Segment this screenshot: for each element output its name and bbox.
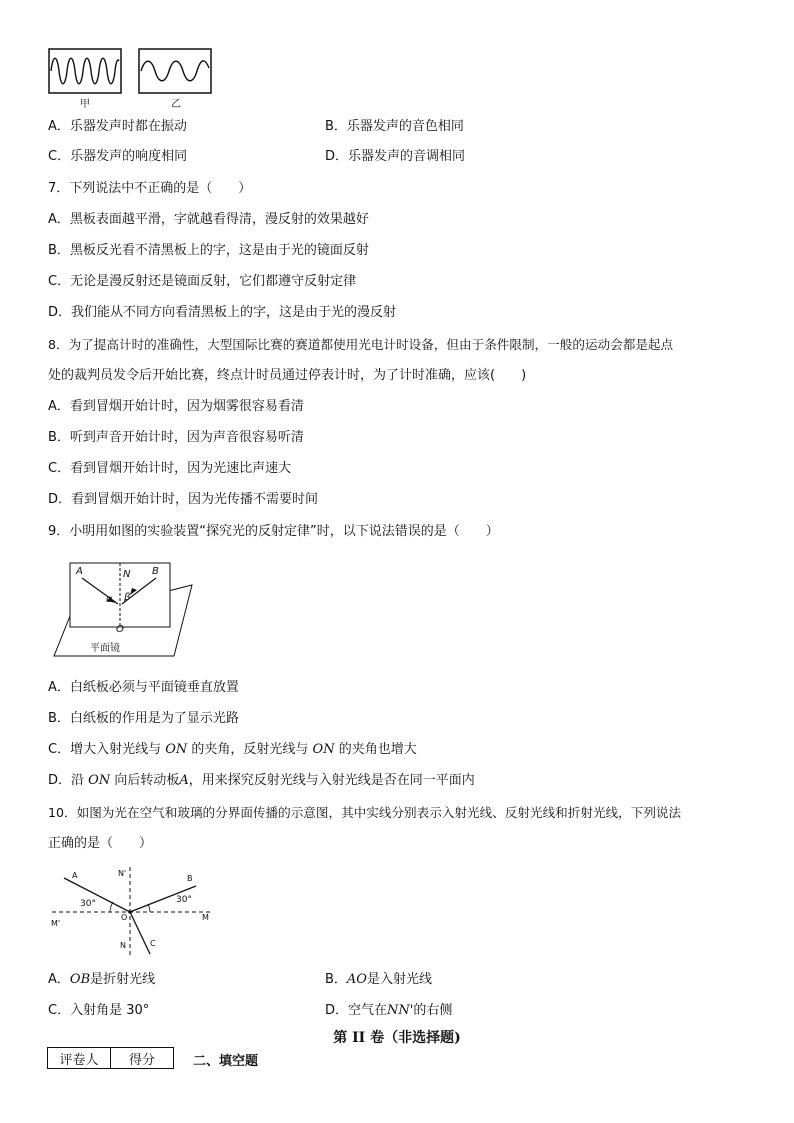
wave-jia-box xyxy=(49,49,121,93)
q6-option-b: B．乐器发声的音色相同 xyxy=(325,119,464,134)
label-a: A xyxy=(76,566,83,577)
label-angle-left: 30° xyxy=(80,899,96,909)
point-o xyxy=(128,910,132,914)
q10-option-b: B．AO是入射光线 xyxy=(325,972,432,987)
q8-option-a: A．看到冒烟开始计时，因为烟雾很容易看清 xyxy=(48,399,304,414)
q10-refraction-figure xyxy=(46,862,222,960)
q8-option-c: C．看到冒烟开始计时，因为光速比声速大 xyxy=(48,461,292,476)
section-title: 第 II 卷（非选择题) xyxy=(333,1030,461,1046)
label-angle-right: 30° xyxy=(176,895,192,905)
q9-option-c: C．增大入射光线与 ON 的夹角，反射光线与 ON 的夹角也增大 xyxy=(48,742,417,757)
ray-oc xyxy=(130,912,150,954)
q10-option-c: C．入射角是 30° xyxy=(48,1003,150,1018)
q8-option-b: B．听到声音开始计时，因为声音很容易听清 xyxy=(48,430,304,445)
q6-option-d: D．乐器发声的音调相同 xyxy=(325,149,466,164)
q7-option-d: D．我们能从不同方向看清黑板上的字，这是由于光的漫反射 xyxy=(48,305,397,320)
q9-reflection-figure xyxy=(52,560,194,660)
wave-yi-box xyxy=(139,49,211,93)
q7-stem: 7．下列说法中不正确的是（ ） xyxy=(48,181,252,196)
q9-option-b: B．白纸板的作用是为了显示光路 xyxy=(48,711,239,726)
fill-in-section-title: 二、填空题 xyxy=(193,1054,259,1069)
label-c: C xyxy=(150,939,156,948)
ray-ao xyxy=(64,878,130,912)
label-n-prime: N' xyxy=(118,869,127,878)
grader-cell: 评卷人 xyxy=(48,1048,111,1069)
q10-stem-line2: 正确的是（ ） xyxy=(48,836,153,851)
label-n: N xyxy=(120,941,126,950)
angle-arc-left xyxy=(110,902,113,912)
score-table xyxy=(47,1047,174,1069)
q7-option-a: A．黑板表面越平滑，字就越看得清，漫反射的效果越好 xyxy=(48,212,369,227)
q10-option-a: A．OB是折射光线 xyxy=(48,972,156,987)
label-o: O xyxy=(116,624,124,635)
q6-option-a: A．乐器发声时都在振动 xyxy=(48,119,187,134)
label-jia: 甲 xyxy=(80,99,90,110)
label-m: M xyxy=(202,913,209,922)
q10-stem-line1: 10．如图为光在空气和玻璃的分界面传播的示意图，其中实线分别表示入射光线、反射光线和折射光线，下列说法 xyxy=(48,805,682,820)
label-o: O xyxy=(121,913,128,922)
q7-option-b: B．黑板反光看不清黑板上的字，这是由于光的镜面反射 xyxy=(48,243,369,258)
q8-stem-line1: 8．为了提高计时的准确性，大型国际比赛的赛道都使用光电计时设备，但由于条件限制，一般的运动会都是起点 xyxy=(48,337,674,352)
wave-jia-curve xyxy=(51,58,119,84)
q8-stem-line2: 处的裁判员发令后开始比赛，终点计时员通过停表计时，为了计时准确，应该( ) xyxy=(48,368,527,383)
label-mirror: 平面镜 xyxy=(90,643,120,654)
q10-option-d: D．空气在NN'的右侧 xyxy=(325,1003,453,1018)
q9-option-d: D．沿 ON 向后转动板A，用来探究反射光线与入射光线是否在同一平面内 xyxy=(48,773,475,788)
wave-yi-curve xyxy=(141,61,209,81)
label-b: B xyxy=(152,566,159,577)
label-m-prime: M' xyxy=(51,919,61,928)
label-a: A xyxy=(72,871,78,880)
q7-option-c: C．无论是漫反射还是镜面反射，它们都遵守反射定律 xyxy=(48,274,357,289)
q6-option-c: C．乐器发声的响度相同 xyxy=(48,149,188,164)
label-n: N xyxy=(123,569,131,580)
q9-stem: 9．小明用如图的实验装置“探究光的反射定律”时，以下说法错误的是（ ） xyxy=(48,524,499,539)
score-cell: 得分 xyxy=(111,1048,174,1069)
label-b: B xyxy=(187,874,193,883)
label-yi: 乙 xyxy=(171,99,181,110)
q6-waveform-figure xyxy=(46,46,216,110)
q8-option-d: D．看到冒烟开始计时，因为光传播不需要时间 xyxy=(48,492,319,507)
label-alpha: α xyxy=(106,594,113,605)
label-beta: β xyxy=(124,592,131,603)
q9-option-a: A．白纸板必须与平面镜垂直放置 xyxy=(48,680,239,695)
